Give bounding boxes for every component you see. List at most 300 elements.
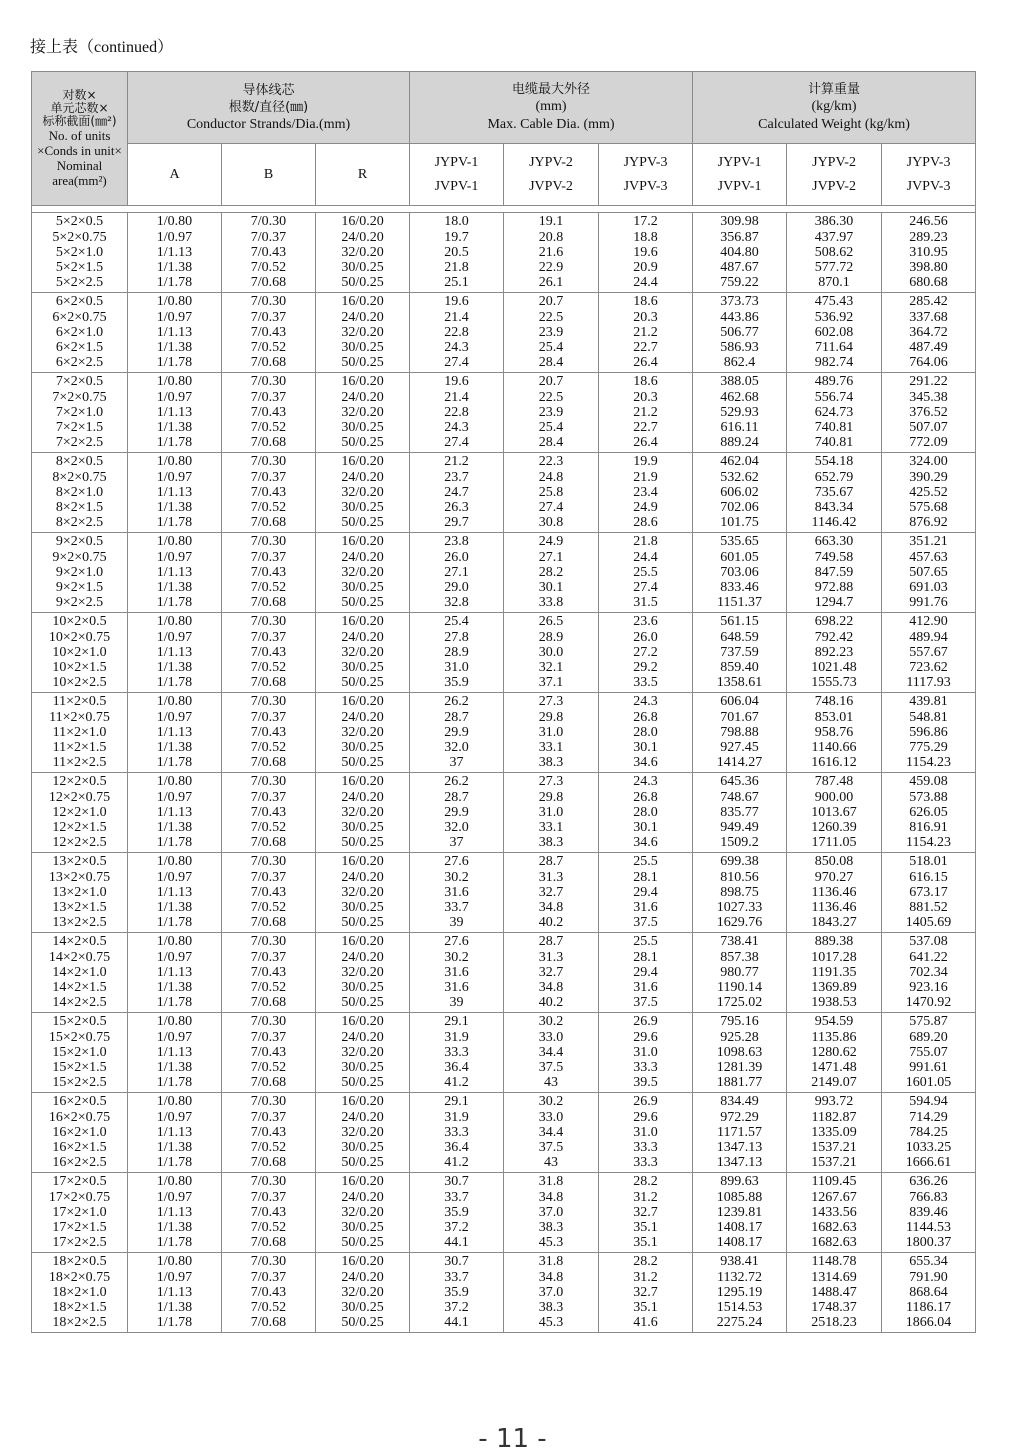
cell-value: 24/0.20 <box>341 1029 384 1045</box>
col-header-weight-3: JYPV-3 JVPV-3 <box>882 144 976 206</box>
cell-value: 1144.53 <box>906 1220 952 1236</box>
cell-value: 859.40 <box>720 660 759 676</box>
cell-value: 26.1 <box>538 275 564 291</box>
cell-value: 33.3 <box>633 1155 658 1171</box>
cell-value: 698.22 <box>814 614 854 630</box>
cell-A <box>128 1013 222 1093</box>
cell-value: 32/0.20 <box>341 644 384 660</box>
cell-value: 1/1.38 <box>156 660 193 676</box>
cell-value: 740.81 <box>814 435 854 451</box>
cell-value: 1414.27 <box>716 755 763 771</box>
cell-value: 1/0.80 <box>156 1174 193 1190</box>
cell-value: 1405.69 <box>905 915 952 931</box>
cell-w2 <box>787 1253 882 1333</box>
cell-value: 1/1.78 <box>156 1075 193 1091</box>
cell-value: 32/0.20 <box>341 484 384 500</box>
cell-value: 11×2×1.0 <box>52 724 107 740</box>
cell-w1 <box>693 1173 787 1253</box>
cell-value: 16×2×2.5 <box>52 1155 107 1171</box>
cell-value: 1191.35 <box>811 964 857 980</box>
cell-value: 7/0.43 <box>250 1204 287 1220</box>
cell-value: 1/0.97 <box>156 1189 193 1205</box>
cell-units <box>32 933 128 1013</box>
cell-value: 373.73 <box>720 294 759 310</box>
cell-value: 1/0.80 <box>156 1254 193 1270</box>
cell-value: 616.15 <box>909 869 948 885</box>
cell-value: 29.6 <box>633 1109 658 1125</box>
cell-value: 923.16 <box>909 980 948 996</box>
cell-value: 388.05 <box>720 374 759 390</box>
cell-w2 <box>787 1093 882 1173</box>
cell-value: 7/0.43 <box>250 564 287 580</box>
cell-value: 7/0.30 <box>250 774 287 790</box>
cell-value: 699.38 <box>720 854 759 870</box>
cell-value: 7/0.30 <box>250 1094 287 1110</box>
cell-value: 7/0.52 <box>250 260 287 276</box>
cell-value: 31.3 <box>538 869 564 885</box>
cell-value: 50/0.25 <box>341 1155 384 1171</box>
cell-value: 839.46 <box>909 1204 948 1220</box>
cell-value: 7/0.68 <box>250 595 287 611</box>
cell-value: 1/1.13 <box>156 884 193 900</box>
cell-value: 24/0.20 <box>341 629 384 645</box>
cell-units <box>32 693 128 773</box>
cell-value: 691.03 <box>909 580 948 596</box>
cell-value: 7/0.37 <box>250 1109 287 1125</box>
cell-value: 735.67 <box>814 484 854 500</box>
cell-value: 535.65 <box>720 534 759 550</box>
cell-value: 337.68 <box>909 309 948 325</box>
cell-value: 20.7 <box>538 374 564 390</box>
cell-d3 <box>599 853 693 933</box>
cell-value: 1/1.38 <box>156 580 193 596</box>
cell-value: 1098.63 <box>716 1044 763 1060</box>
cell-value: 44.1 <box>444 1315 469 1331</box>
cell-value: 12×2×0.5 <box>52 774 107 790</box>
cell-value: 847.59 <box>814 564 854 580</box>
cell-d2 <box>504 773 599 853</box>
cell-value: 1033.25 <box>905 1140 952 1156</box>
cell-value: 30/0.25 <box>341 1300 384 1316</box>
cell-value: 26.9 <box>633 1014 658 1030</box>
cell-value: 27.4 <box>444 355 469 371</box>
cell-R <box>316 693 410 773</box>
cell-d2 <box>504 293 599 373</box>
cell-value: 356.87 <box>720 229 759 245</box>
cell-value: 7/0.37 <box>250 869 287 885</box>
cell-value: 27.4 <box>633 580 658 596</box>
cell-value: 24.4 <box>633 549 658 565</box>
cell-value: 1136.46 <box>811 900 857 916</box>
cell-value: 1117.93 <box>906 675 951 691</box>
cell-value: 11×2×0.75 <box>49 709 110 725</box>
cell-value: 32/0.20 <box>341 1124 384 1140</box>
cell-value: 954.59 <box>814 1014 854 1030</box>
cell-value: 32/0.20 <box>341 564 384 580</box>
cell-value: 833.46 <box>720 580 759 596</box>
cell-A <box>128 533 222 613</box>
cell-value: 5×2×0.75 <box>52 229 107 245</box>
cell-value: 26.2 <box>444 694 469 710</box>
cell-value: 772.09 <box>909 435 948 451</box>
cell-value: 1514.53 <box>716 1300 763 1316</box>
cell-value: 38.3 <box>538 1300 564 1316</box>
cell-B <box>222 773 316 853</box>
cell-value: 1/0.80 <box>156 454 193 470</box>
cell-B <box>222 1013 316 1093</box>
cell-value: 7/0.52 <box>250 1300 287 1316</box>
cell-value: 28.7 <box>538 854 564 870</box>
cell-value: 15×2×0.5 <box>52 1014 107 1030</box>
cell-value: 14×2×1.5 <box>52 980 107 996</box>
col-header-weight-2: JYPV-2 JVPV-2 <box>787 144 882 206</box>
cell-value: 1/0.97 <box>156 389 193 405</box>
cell-units <box>32 213 128 293</box>
cell-value: 26.5 <box>538 614 564 630</box>
cell-value: 1021.48 <box>811 660 857 676</box>
cell-value: 364.72 <box>909 324 948 340</box>
cell-R <box>316 1013 410 1093</box>
cell-value: 7/0.37 <box>250 309 287 325</box>
cell-value: 1/1.38 <box>156 420 193 436</box>
cell-value: 32.7 <box>633 1284 658 1300</box>
cell-value: 22.5 <box>538 389 564 405</box>
cell-value: 7/0.52 <box>250 340 287 356</box>
cell-value: 39 <box>449 915 464 931</box>
cell-value: 26.0 <box>444 549 469 565</box>
cell-value: 30/0.25 <box>341 740 384 756</box>
cell-value: 626.05 <box>909 804 948 820</box>
cell-value: 702.06 <box>720 500 759 516</box>
cell-value: 689.20 <box>909 1029 948 1045</box>
cell-value: 10×2×1.5 <box>52 660 107 676</box>
table-row <box>32 1173 976 1253</box>
cell-value: 11×2×1.5 <box>52 740 107 756</box>
cell-value: 9×2×0.5 <box>55 534 104 550</box>
cell-value: 31.0 <box>633 1044 658 1060</box>
cell-value: 1/1.78 <box>156 675 193 691</box>
cell-value: 40.2 <box>538 915 564 931</box>
cell-value: 32.0 <box>444 740 469 756</box>
cell-value: 1186.17 <box>906 1300 952 1316</box>
cell-value: 972.29 <box>720 1109 759 1125</box>
cell-value: 24.3 <box>633 694 658 710</box>
cell-value: 7/0.30 <box>250 534 287 550</box>
cell-value: 7/0.43 <box>250 964 287 980</box>
cell-d3 <box>599 293 693 373</box>
cell-units <box>32 773 128 853</box>
cell-value: 37.0 <box>538 1204 564 1220</box>
cell-value: 28.9 <box>444 644 469 660</box>
cell-value: 7/0.43 <box>250 644 287 660</box>
cell-d2 <box>504 1253 599 1333</box>
cell-value: 32/0.20 <box>341 1204 384 1220</box>
cell-value: 1148.78 <box>811 1254 857 1270</box>
cell-value: 23.6 <box>633 614 658 630</box>
cell-value: 7/0.68 <box>250 355 287 371</box>
cell-value: 991.76 <box>909 595 948 611</box>
conductor-group-header: 导体线芯 根数/直径(㎜) Conductor Strands/Dia.(mm) <box>128 72 410 144</box>
cell-value: 24/0.20 <box>341 309 384 325</box>
cell-value: 25.4 <box>444 614 469 630</box>
cell-value: 14×2×2.5 <box>52 995 107 1011</box>
cell-w1 <box>693 533 787 613</box>
cell-value: 16/0.20 <box>341 374 384 390</box>
cell-w2 <box>787 613 882 693</box>
cell-value: 2518.23 <box>811 1315 857 1331</box>
cell-value: 7/0.30 <box>250 694 287 710</box>
cell-value: 30.0 <box>538 644 564 660</box>
cell-value: 32/0.20 <box>341 964 384 980</box>
cell-value: 1294.7 <box>814 595 854 611</box>
cell-w3 <box>882 1013 976 1093</box>
cell-value: 29.7 <box>444 515 469 531</box>
cell-w2 <box>787 453 882 533</box>
cell-value: 33.7 <box>444 1269 469 1285</box>
cell-value: 857.38 <box>720 949 759 965</box>
cell-value: 33.1 <box>538 740 564 756</box>
cell-value: 487.67 <box>720 260 759 276</box>
cell-value: 6×2×0.75 <box>52 309 107 325</box>
cell-value: 32/0.20 <box>341 804 384 820</box>
cell-value: 7/0.68 <box>250 995 287 1011</box>
cell-value: 1027.33 <box>716 900 763 916</box>
cell-value: 1/1.38 <box>156 1220 193 1236</box>
cell-value: 22.3 <box>538 454 564 470</box>
cell-value: 24/0.20 <box>341 229 384 245</box>
cell-d2 <box>504 693 599 773</box>
cell-value: 17×2×2.5 <box>52 1235 107 1251</box>
table-row <box>32 853 976 933</box>
cell-value: 7/0.37 <box>250 629 287 645</box>
cell-value: 9×2×1.0 <box>55 564 104 580</box>
cell-B <box>222 693 316 773</box>
cell-value: 24/0.20 <box>341 949 384 965</box>
cell-value: 7/0.30 <box>250 374 287 390</box>
cell-value: 1/1.13 <box>156 1204 193 1220</box>
cell-value: 1335.09 <box>811 1124 857 1140</box>
cell-value: 29.1 <box>444 1094 469 1110</box>
cell-value: 23.9 <box>538 324 564 340</box>
cell-w3 <box>882 213 976 293</box>
cell-value: 7×2×2.5 <box>55 435 104 451</box>
cell-value: 20.5 <box>444 244 469 260</box>
cell-value: 32/0.20 <box>341 884 384 900</box>
cell-value: 7/0.37 <box>250 549 287 565</box>
cell-value: 586.93 <box>720 340 759 356</box>
cell-value: 24/0.20 <box>341 709 384 725</box>
cell-value: 1182.87 <box>811 1109 857 1125</box>
cell-value: 33.7 <box>444 1189 469 1205</box>
cell-value: 25.5 <box>633 854 658 870</box>
cell-A <box>128 1173 222 1253</box>
cell-value: 489.76 <box>814 374 854 390</box>
cell-value: 1/0.97 <box>156 1029 193 1045</box>
cell-value: 28.2 <box>538 564 564 580</box>
cell-value: 20.9 <box>633 260 658 276</box>
cell-value: 22.8 <box>444 324 469 340</box>
cell-w3 <box>882 853 976 933</box>
cell-value: 26.0 <box>633 629 658 645</box>
cell-value: 19.6 <box>633 244 658 260</box>
cell-value: 1/1.78 <box>156 275 193 291</box>
cell-value: 596.86 <box>909 724 948 740</box>
cell-value: 289.23 <box>909 229 948 245</box>
cell-value: 34.8 <box>538 1189 564 1205</box>
cell-value: 19.9 <box>633 454 658 470</box>
cell-value: 7/0.52 <box>250 420 287 436</box>
cell-d1 <box>410 1253 504 1333</box>
cell-value: 1239.81 <box>716 1204 763 1220</box>
cell-value: 1488.47 <box>811 1284 857 1300</box>
cell-B <box>222 293 316 373</box>
cell-value: 1/0.97 <box>156 869 193 885</box>
cell-value: 7/0.52 <box>250 660 287 676</box>
cell-B <box>222 453 316 533</box>
cell-value: 41.6 <box>633 1315 658 1331</box>
cell-value: 32/0.20 <box>341 1284 384 1300</box>
cell-value: 28.2 <box>633 1254 658 1270</box>
cell-value: 7/0.68 <box>250 1235 287 1251</box>
cell-w3 <box>882 613 976 693</box>
cell-value: 1/0.97 <box>156 709 193 725</box>
cell-value: 7/0.37 <box>250 389 287 405</box>
cell-value: 26.8 <box>633 709 658 725</box>
cell-value: 27.6 <box>444 854 469 870</box>
table-row <box>32 613 976 693</box>
cell-value: 573.88 <box>909 789 948 805</box>
page-number: - 11 - <box>478 1424 547 1454</box>
cell-w2 <box>787 533 882 613</box>
cell-value: 32.1 <box>538 660 564 676</box>
cell-value: 1/1.13 <box>156 804 193 820</box>
cell-d2 <box>504 1093 599 1173</box>
cell-d1 <box>410 213 504 293</box>
cell-value: 43 <box>544 1155 559 1171</box>
cell-value: 594.94 <box>909 1094 948 1110</box>
cell-value: 1347.13 <box>716 1140 763 1156</box>
cell-value: 508.62 <box>814 244 854 260</box>
cell-value: 32.7 <box>538 964 564 980</box>
cell-value: 18×2×1.5 <box>52 1300 107 1316</box>
cell-value: 1/0.97 <box>156 949 193 965</box>
cell-value: 791.90 <box>909 1269 948 1285</box>
cell-value: 37 <box>449 755 464 771</box>
cell-value: 680.68 <box>909 275 948 291</box>
table-row <box>32 1093 976 1173</box>
cell-d2 <box>504 373 599 453</box>
cell-value: 324.00 <box>909 454 948 470</box>
cell-A <box>128 693 222 773</box>
cell-value: 714.29 <box>909 1109 948 1125</box>
cell-value: 25.4 <box>538 340 564 356</box>
cell-A <box>128 293 222 373</box>
cell-value: 11×2×0.5 <box>52 694 107 710</box>
cell-value: 775.29 <box>909 740 948 756</box>
col-header-r: R <box>316 144 410 206</box>
cell-A <box>128 933 222 1013</box>
cell-value: 16/0.20 <box>341 614 384 630</box>
cell-B <box>222 613 316 693</box>
cell-value: 2275.24 <box>716 1315 763 1331</box>
cell-value: 34.6 <box>633 755 658 771</box>
cell-units <box>32 373 128 453</box>
cell-value: 1601.05 <box>905 1075 952 1091</box>
cell-A <box>128 213 222 293</box>
cell-value: 927.45 <box>720 740 759 756</box>
cell-R <box>316 613 410 693</box>
cell-value: 702.34 <box>909 964 948 980</box>
cell-value: 616.11 <box>720 420 759 436</box>
cell-value: 1/1.38 <box>156 500 193 516</box>
cell-value: 32.0 <box>444 820 469 836</box>
cell-value: 31.6 <box>633 900 658 916</box>
cell-value: 7/0.68 <box>250 275 287 291</box>
cell-value: 26.4 <box>633 435 658 451</box>
cell-value: 16/0.20 <box>341 454 384 470</box>
cell-value: 1/0.97 <box>156 229 193 245</box>
cell-value: 759.22 <box>720 275 759 291</box>
cell-value: 1470.92 <box>905 995 952 1011</box>
cell-value: 518.01 <box>909 854 948 870</box>
col-header-weight-1: JYPV-1 JVPV-1 <box>693 144 787 206</box>
cell-value: 50/0.25 <box>341 1075 384 1091</box>
cell-value: 673.17 <box>909 884 948 900</box>
cell-value: 7/0.68 <box>250 755 287 771</box>
cell-value: 7/0.43 <box>250 1284 287 1300</box>
cell-value: 1/1.78 <box>156 1235 193 1251</box>
table-row <box>32 373 976 453</box>
cell-value: 1/1.13 <box>156 964 193 980</box>
cell-d3 <box>599 1253 693 1333</box>
cell-value: 792.42 <box>814 629 854 645</box>
cell-d1 <box>410 1173 504 1253</box>
cell-value: 37.5 <box>633 995 658 1011</box>
cell-value: 1/0.80 <box>156 1094 193 1110</box>
cell-d1 <box>410 533 504 613</box>
cable-spec-table <box>31 71 976 1333</box>
cell-value: 10×2×0.5 <box>52 614 107 630</box>
cell-value: 27.6 <box>444 934 469 950</box>
cell-value: 899.63 <box>720 1174 759 1190</box>
cell-value: 20.3 <box>633 309 658 325</box>
cell-value: 30.2 <box>538 1094 564 1110</box>
cell-value: 1/1.38 <box>156 260 193 276</box>
cell-value: 843.34 <box>814 500 854 516</box>
cell-value: 37.5 <box>538 1140 564 1156</box>
cell-value: 50/0.25 <box>341 515 384 531</box>
cell-value: 28.0 <box>633 804 658 820</box>
cell-value: 24/0.20 <box>341 389 384 405</box>
cell-value: 9×2×2.5 <box>55 595 104 611</box>
cell-value: 881.52 <box>909 900 948 916</box>
cell-value: 1629.76 <box>716 915 763 931</box>
cell-value: 37 <box>449 835 464 851</box>
cell-value: 784.25 <box>909 1124 948 1140</box>
cell-value: 13×2×1.0 <box>52 884 107 900</box>
cell-units <box>32 453 128 533</box>
cell-value: 30.1 <box>538 580 564 596</box>
cell-value: 24/0.20 <box>341 789 384 805</box>
cell-value: 20.7 <box>538 294 564 310</box>
cell-value: 439.81 <box>909 694 948 710</box>
cell-value: 16/0.20 <box>341 774 384 790</box>
cell-value: 31.5 <box>633 595 658 611</box>
cell-value: 31.3 <box>538 949 564 965</box>
cell-value: 30/0.25 <box>341 260 384 276</box>
cell-value: 29.8 <box>538 789 564 805</box>
cell-value: 556.74 <box>814 389 854 405</box>
